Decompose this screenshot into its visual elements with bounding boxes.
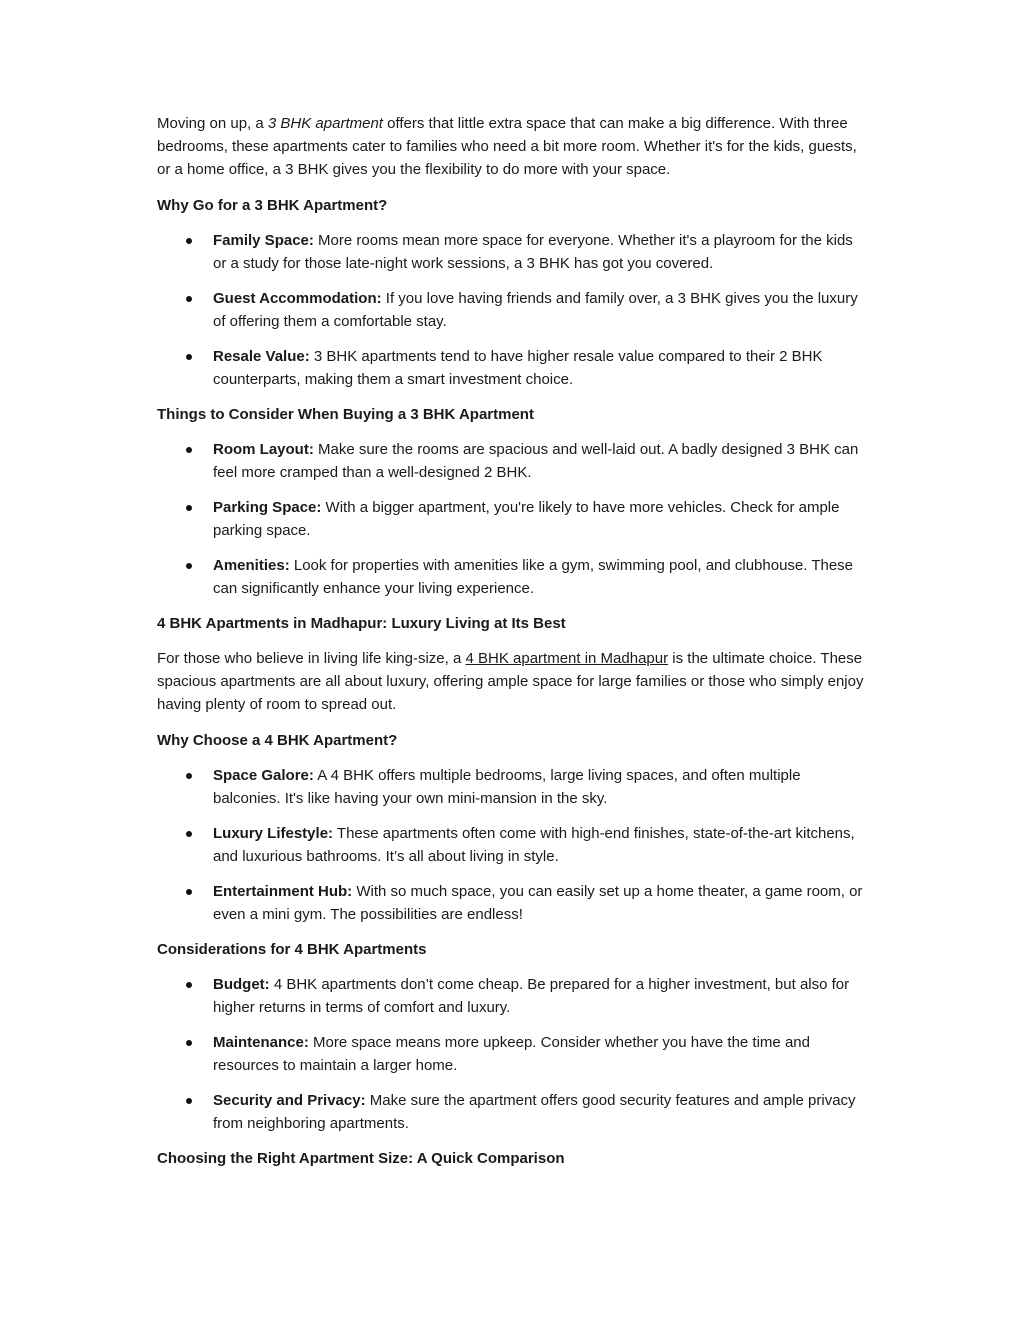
item-term: Security and Privacy: [213, 1092, 366, 1109]
why-3bhk-list [157, 229, 869, 391]
intro-text-before: Moving on up, a [157, 115, 268, 132]
consider-3bhk-heading: Things to Consider When Buying a 3 BHK Apartment [157, 406, 534, 423]
item-text: Make sure the rooms are spacious and well-laid out. A badly designed 3 BHK can feel more cramped than a well-designed 2 BHK. [213, 441, 859, 481]
item-text: 4 BHK apartments don’t come cheap. Be prepared for a higher investment, but also for higher returns in terms of comfort and luxury. [213, 976, 850, 1016]
consider-4bhk-heading: Considerations for 4 BHK Apartments [157, 941, 427, 958]
bullet-icon [186, 563, 192, 569]
item-term: Room Layout: [213, 441, 314, 458]
item-term: Budget: [213, 976, 270, 993]
why-4bhk-heading: Why Choose a 4 BHK Apartment? [157, 732, 398, 749]
section-4bhk-text-after: is the ultimate choice. These spacious apartments are all about luxury, offering ample space for large families or those who simply enjoy having plenty of room to spread out. [157, 650, 864, 713]
bullet-icon [186, 889, 192, 895]
item-term: Family Space: [213, 232, 314, 249]
item-text: More space means more upkeep. Consider whether you have the time and resources to maintain a larger home. [213, 1034, 810, 1074]
list-item [157, 764, 869, 810]
item-text: Look for properties with amenities like a gym, swimming pool, and clubhouse. These can significantly enhance your living experience. [213, 557, 854, 597]
consider-3bhk-list [157, 438, 869, 600]
document-page [157, 112, 869, 1182]
comparison-heading: Choosing the Right Apartment Size: A Quick Comparison [157, 1150, 565, 1167]
item-term: Amenities: [213, 557, 290, 574]
item-text: A 4 BHK offers multiple bedrooms, large living spaces, and often multiple balconies. It's like having your own mini-mansion in the sky. [213, 767, 801, 807]
list-item [157, 554, 869, 600]
item-text: 3 BHK apartments tend to have higher resale value compared to their 2 BHK counterparts, making them a smart investment choice. [213, 348, 823, 388]
list-item [157, 496, 869, 542]
bullet-icon [186, 982, 192, 988]
consider-4bhk-list [157, 973, 869, 1135]
why-4bhk-list [157, 764, 869, 926]
intro-paragraph [157, 112, 869, 181]
item-text: With a bigger apartment, you're likely to have more vehicles. Check for ample parking space. [213, 499, 840, 539]
list-item [157, 1031, 869, 1077]
list-item [157, 438, 869, 484]
bullet-icon [186, 831, 192, 837]
item-term: Parking Space: [213, 499, 322, 516]
list-item [157, 229, 869, 275]
list-item [157, 287, 869, 333]
item-text: With so much space, you can easily set up a home theater, a game room, or even a mini gym. The possibilities are endless! [213, 883, 863, 923]
bullet-icon [186, 296, 192, 302]
section-4bhk-text-before: For those who believe in living life king-size, a [157, 650, 466, 667]
bullet-icon [186, 1040, 192, 1046]
item-term: Resale Value: [213, 348, 310, 365]
item-text: More rooms mean more space for everyone. Whether it's a playroom for the kids or a study for those late-night work sessions, a 3 BHK has got you covered. [213, 232, 853, 272]
item-text: These apartments often come with high-end finishes, state-of-the-art kitchens, and luxurious bathrooms. It’s all about living in style. [213, 825, 855, 865]
item-term: Entertainment Hub: [213, 883, 353, 900]
list-item [157, 880, 869, 926]
list-item [157, 822, 869, 868]
item-term: Space Galore: [213, 767, 314, 784]
bullet-icon [186, 505, 192, 511]
list-item [157, 1089, 869, 1135]
bullet-icon [186, 1098, 192, 1104]
madhapur-4bhk-link[interactable]: 4 BHK apartment in Madhapur [465, 650, 669, 667]
bullet-icon [186, 447, 192, 453]
bullet-icon [186, 354, 192, 360]
bullet-icon [186, 238, 192, 244]
intro-text-after: offers that little extra space that can make a big difference. With three bedrooms, these apartments cater to families who need a bit more room. Whether it's for the kids, guests, or a home office, a 3 BHK gives you the flexibility to do more with your space. [157, 115, 857, 178]
bullet-icon [186, 773, 192, 779]
item-term: Maintenance: [213, 1034, 309, 1051]
why-3bhk-heading: Why Go for a 3 BHK Apartment? [157, 197, 388, 214]
list-item [157, 973, 869, 1019]
item-text: Make sure the apartment offers good security features and ample privacy from neighboring apartments. [213, 1092, 856, 1132]
intro-emphasis: 3 BHK apartment [267, 115, 383, 132]
item-term: Guest Accommodation: [213, 290, 382, 307]
item-term: Luxury Lifestyle: [213, 825, 334, 842]
section-4bhk-heading: 4 BHK Apartments in Madhapur: Luxury Living at Its Best [157, 615, 566, 632]
list-item [157, 345, 869, 391]
item-text: If you love having friends and family over, a 3 BHK gives you the luxury of offering them a comfortable stay. [213, 290, 858, 330]
section-4bhk-paragraph [157, 647, 869, 716]
